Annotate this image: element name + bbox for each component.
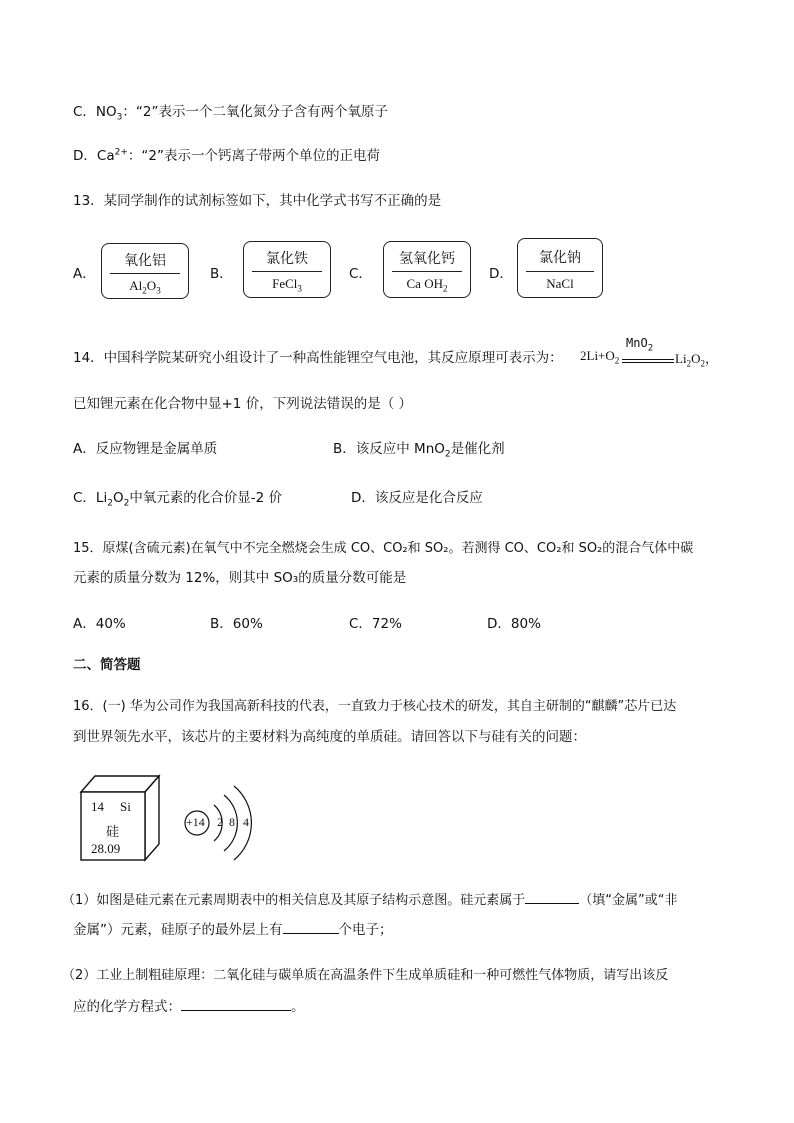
eq-arrow-line-top [622,359,674,360]
label-name: 氯化钠 [539,250,581,266]
section-title: 二、简答题 [73,657,141,673]
eq-catalyst: MnO$_2$ [626,336,654,354]
q15-option-a: A．40% [73,616,126,632]
label-name: 氧化铝 [124,253,166,269]
atom-nucleus: +14 [186,815,205,829]
q15-option-c: C．72% [349,616,402,632]
atom-shell-2: 8 [229,815,235,829]
label-divider [526,271,594,272]
q16-part1-line1: （1）如图是硅元素在元素周期表中的相关信息及其原子结构示意图。硅元素属于 （填“金属”或“非 [62,889,678,911]
label-formula: NaCl [546,276,574,291]
q12-option-d: D．$Ca^{2+}$：“2”表示一个钙离子带两个单位的正电荷 [73,147,380,164]
element-atomic-number: 14 [91,799,104,814]
element-symbol: Si [120,799,131,814]
q14-equation [580,336,720,380]
q16-part1-line2: 金属”）元素，硅原子的最外层上有 个电子； [73,919,393,940]
label-divider [392,271,462,272]
q15-stem-line1: 15．原煤(含硫元素)在氧气中不完全燃烧会生成 CO、CO₂和 SO₂。若测得 CO、CO₂和 SO₂的混合气体中碳 [73,541,694,556]
eq-arrow-line-bottom [622,362,674,363]
atom-shell-1: 2 [217,815,223,829]
label-formula: Ca $OH_2$ [406,276,448,294]
label-divider [110,273,180,274]
q14-option-b: B．该反应中 MnO$_2$是催化剂 [333,441,505,460]
label-name: 氯化铁 [266,251,308,267]
label-formula: $Al_2O_3$ [129,278,161,296]
label-divider [252,271,322,272]
q16-stem-line2: 到世界领先水平，该芯片的主要材料为高纯度的单质硅。请回答以下与硅有关的问题： [73,729,586,745]
atom-shell-3: 4 [243,815,249,829]
q13-letter-a: A． [73,266,96,282]
answer-blank[interactable] [283,919,339,934]
q15-option-d: D．80% [487,616,541,632]
q16-stem-line1: 16．(一) 华为公司作为我国高新科技的代表，一直致力于核心技术的研发，其自主研制的“麒麟”芯片已达 [73,699,677,714]
label-name: 氢氧化钙 [399,251,455,267]
q13-label-c [383,241,471,298]
q13-letter-c: C． [349,266,372,282]
q14-option-a: A．反应物锂是金属单质 [73,441,218,457]
label-formula: FeCl$_3$ [272,276,302,294]
q13-label-b [243,241,331,298]
q15-option-b: B．60% [210,616,263,632]
q16-part2-line2: 应的化学方程式： 。 [73,996,305,1017]
element-atomic-mass: 28.09 [91,841,121,856]
eq-reactants: $2Li+O_2$ [580,348,620,366]
q13-letter-d: D． [489,266,513,282]
q14-option-d: D．该反应是化合反应 [351,490,483,506]
answer-blank[interactable] [181,996,291,1011]
q16-part2-line1: （2）工业上制粗硅原理：二氧化硅与碳单质在高温条件下生成单质硅和一种可燃性气体物质，请写出该反 [62,968,669,983]
element-name: 硅 [106,825,120,840]
answer-blank[interactable] [525,889,579,904]
q14-option-c: C．$Li_2O_2$中氧元素的化合价显-2 价 [73,490,283,509]
q13-stem: 13．某同学制作的试剂标签如下，其中化学式书写不正确的是 [73,193,442,209]
q13-letter-b: B． [210,266,233,282]
q14-stem-line2: 已知锂元素在化合物中显+1 价，下列说法错误的是（ ） [73,396,412,412]
q13-label-a [101,243,189,299]
q15-stem-line2: 元素的质量分数为 12%，则其中 SO₃的质量分数可能是 [73,570,407,586]
q13-label-d [517,238,603,298]
q12-option-c: C．$NO_3$：“2”表示一个二氧化氮分子含有两个氧原子 [73,104,388,123]
q14-stem-line1: 14．中国科学院某研究小组设计了一种高性能锂空气电池，其反应原理可表示为： [73,350,563,366]
eq-product: $Li_2O_2$， [675,351,718,369]
